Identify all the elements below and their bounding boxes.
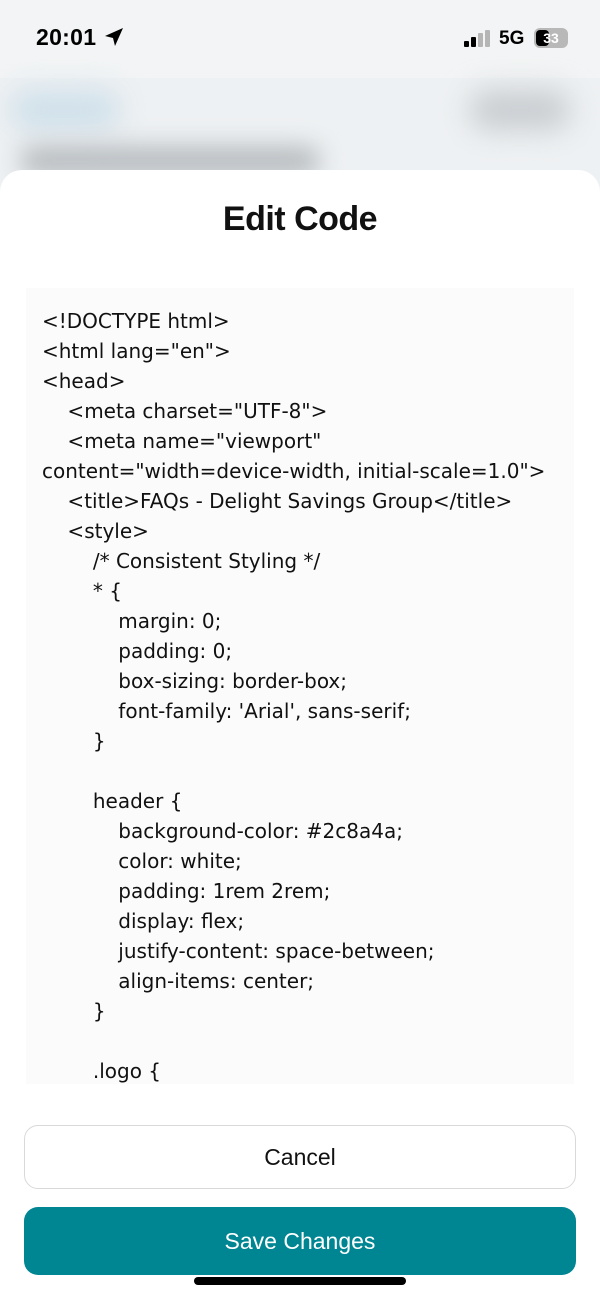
code-line: font-family: 'Arial', sans-serif; xyxy=(42,699,411,723)
code-lines xyxy=(42,306,572,1084)
home-indicator xyxy=(194,1277,406,1285)
code-line: <!DOCTYPE html> xyxy=(42,309,230,333)
code-line: <title>FAQs - Delight Savings Group</title> xyxy=(42,489,513,513)
code-line: } xyxy=(42,729,106,753)
location-arrow-icon xyxy=(104,27,124,47)
code-line: content="width=device-width, initial-scale=1.0"> xyxy=(42,459,546,483)
code-line: justify-content: space-between; xyxy=(42,939,435,963)
code-line: padding: 0; xyxy=(42,639,233,663)
code-line: padding: 1rem 2rem; xyxy=(42,879,331,903)
code-line: color: white; xyxy=(42,849,242,873)
code-line: <meta charset="UTF-8"> xyxy=(42,399,328,423)
blurred-background-element xyxy=(470,90,570,130)
code-line: align-items: center; xyxy=(42,969,315,993)
status-time: 20:01 xyxy=(36,24,97,50)
code-line: } xyxy=(42,999,106,1023)
cellular-signal-icon xyxy=(464,30,492,47)
sheet-title: Edit Code xyxy=(222,200,378,238)
code-line xyxy=(42,1026,572,1056)
code-line: * { xyxy=(42,579,122,603)
code-editor[interactable] xyxy=(26,288,574,1084)
code-line: <head> xyxy=(42,369,126,393)
battery-icon xyxy=(534,28,568,48)
code-line: <html lang="en"> xyxy=(42,339,231,363)
code-line: display: flex; xyxy=(42,909,245,933)
code-line xyxy=(42,756,572,786)
status-bar xyxy=(0,0,600,78)
network-type: 5G xyxy=(499,28,525,49)
code-line: background-color: #2c8a4a; xyxy=(42,819,403,843)
code-line: <style> xyxy=(42,519,149,543)
code-line: margin: 0; xyxy=(42,609,222,633)
cancel-button[interactable]: Cancel xyxy=(24,1125,576,1189)
code-line: /* Consistent Styling */ xyxy=(42,549,321,573)
battery-level: 33 xyxy=(543,30,559,46)
code-line: .logo { xyxy=(42,1059,162,1083)
edit-code-sheet xyxy=(0,170,600,1298)
save-changes-button[interactable]: Save Changes xyxy=(24,1207,576,1275)
blurred-background-element xyxy=(10,90,120,130)
code-line: header { xyxy=(42,789,183,813)
code-line: <meta name="viewport" xyxy=(42,429,322,453)
code-line: box-sizing: border-box; xyxy=(42,669,348,693)
